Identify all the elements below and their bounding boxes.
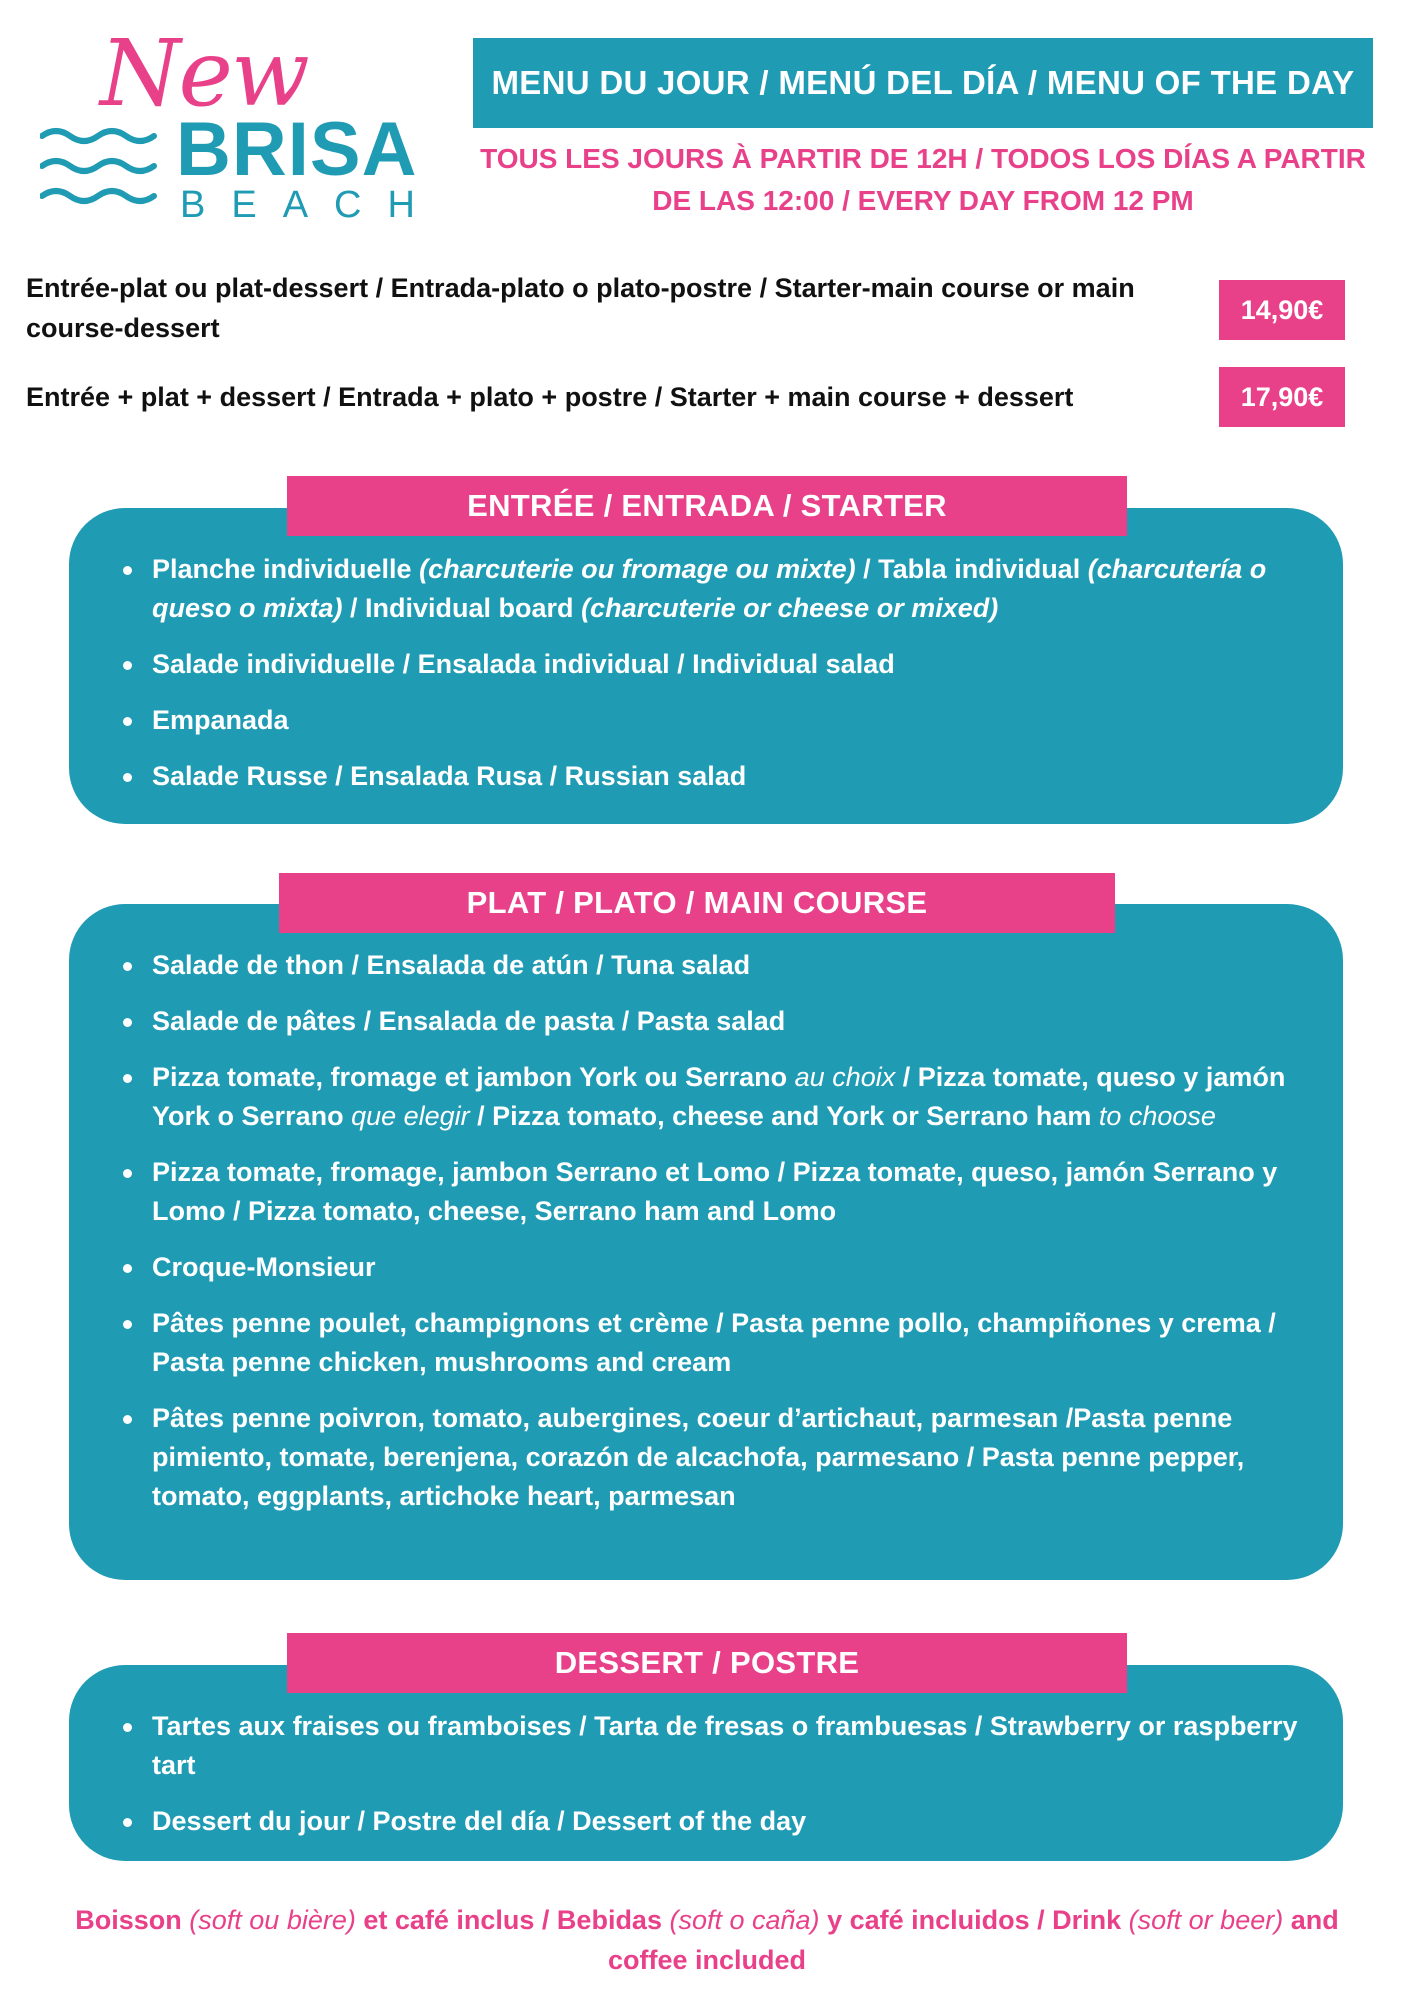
formula-description: Entrée-plat ou plat-dessert / Entrada-plato o plato-postre / Starter-main course or main course-dessert — [26, 273, 1135, 343]
list-item: Croque-Monsieur — [152, 1248, 1307, 1287]
starter-list — [69, 550, 1307, 813]
list-item: Empanada — [152, 701, 1307, 740]
dessert-list — [69, 1707, 1307, 1858]
formula-description: Entrée + plat + dessert / Entrada + plato + postre / Starter + main course + dessert — [26, 382, 1074, 412]
section-main-course — [69, 904, 1343, 1580]
main-course-list — [69, 946, 1307, 1533]
list-item: Pâtes penne poulet, champignons et crème / Pasta penne pollo, champiñones y crema / Pasta penne chicken, mushrooms and cream — [152, 1304, 1307, 1382]
list-item: Salade de thon / Ensalada de atún / Tuna salad — [152, 946, 1307, 985]
section-starter — [69, 508, 1343, 824]
list-item: Tartes aux fraises ou framboises / Tarta de fresas o frambuesas / Strawberry or raspberry tart — [152, 1707, 1307, 1785]
formula-row-two-courses — [26, 268, 1366, 352]
list-item: Salade Russe / Ensalada Rusa / Russian salad — [152, 757, 1307, 796]
section-dessert — [69, 1665, 1343, 1861]
opening-hours-subtitle: TOUS LES JOURS À PARTIR DE 12H / TODOS LOS DÍAS A PARTIR DE LAS 12:00 / EVERY DAY FROM 12 PM — [480, 143, 1366, 216]
list-item: Dessert du jour / Postre del día / Dessert of the day — [152, 1802, 1307, 1841]
drink-included-note: Boisson (soft ou bière) et café inclus / Bebidas (soft o caña) y café incluidos / Drink (soft or beer) and coffee included — [75, 1905, 1339, 1975]
formula-row-three-courses — [26, 377, 1366, 437]
list-item: Salade individuelle / Ensalada individual / Individual salad — [152, 645, 1307, 684]
waves-icon — [40, 124, 160, 214]
logo-new-text: New — [100, 20, 308, 127]
price-badge: 14,90€ — [1219, 280, 1345, 340]
logo-beach-text: BEACH — [180, 184, 441, 226]
list-item: Pâtes penne poivron, tomato, aubergines, coeur d’artichaut, parmesan /Pasta penne pimiento, tomate, berenjena, corazón de alcachofa, parmesano / Pasta penne pepper, tomato, eggplants, artichoke heart, parmesan — [152, 1399, 1307, 1516]
logo-brisa-text: BRISA — [176, 107, 418, 192]
brand-logo — [40, 20, 441, 228]
price-badge: 17,90€ — [1219, 367, 1345, 427]
section-title-dessert: DESSERT / POSTRE — [287, 1633, 1127, 1693]
list-item: Pizza tomate, fromage et jambon York ou Serrano au choix / Pizza tomate, queso y jamón York o Serrano que elegir / Pizza tomato, cheese and York or Serrano ham to choose — [152, 1058, 1307, 1136]
list-item: Salade de pâtes / Ensalada de pasta / Pasta salad — [152, 1002, 1307, 1041]
section-title-main-course: PLAT / PLATO / MAIN COURSE — [279, 873, 1115, 933]
list-item: Planche individuelle (charcuterie ou fromage ou mixte) / Tabla individual (charcutería o queso o mixta) / Individual board (charcuterie or cheese or mixed) — [152, 550, 1307, 628]
section-title-starter: ENTRÉE / ENTRADA / STARTER — [287, 476, 1127, 536]
menu-title-banner: MENU DU JOUR / MENÚ DEL DÍA / MENU OF THE DAY — [473, 38, 1373, 128]
list-item: Pizza tomate, fromage, jambon Serrano et Lomo / Pizza tomate, queso, jamón Serrano y Lomo / Pizza tomato, cheese, Serrano ham and Lomo — [152, 1153, 1307, 1231]
